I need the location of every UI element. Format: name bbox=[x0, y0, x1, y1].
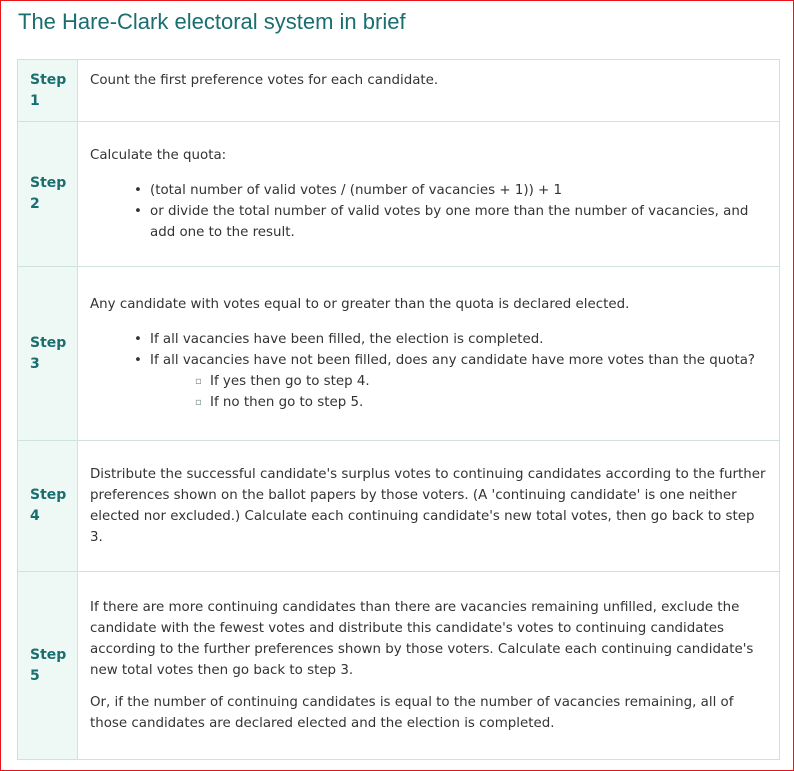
step-paragraph: Or, if the number of continuing candidates is equal to the number of vacancies remaining, all of those candidates are declared elected and the election is completed. bbox=[90, 695, 734, 731]
steps-table bbox=[17, 59, 780, 760]
bullet-icon: • bbox=[134, 353, 142, 368]
step-label-number: 5 bbox=[30, 667, 40, 684]
list-item-text: (total number of valid votes / (number of vacancies + 1)) + 1 bbox=[150, 183, 563, 198]
step-intro: Calculate the quota: bbox=[90, 148, 227, 163]
step-content-5 bbox=[78, 572, 780, 760]
hollow-square-bullet-icon: ▫ bbox=[195, 397, 202, 408]
step-bullet-list bbox=[90, 329, 767, 413]
step-paragraph: If there are more continuing candidates than there are vacancies remaining unfilled, exclude the candidate with the fewest votes and distribute this candidate's votes to continuing candidates according to the further preferences shown by those voters. Calculate each continuing candidate's new total votes then go back to step 3. bbox=[90, 600, 754, 678]
step-label-word: Step bbox=[30, 334, 67, 351]
step-content-1 bbox=[78, 60, 780, 122]
step-label-word: Step bbox=[30, 646, 67, 663]
step-text: Distribute the successful candidate's surplus votes to continuing candidates according to the further preferences shown on the ballot papers by those voters. (A 'continuing candidate' is one neither elected nor excluded.) Calculate each continuing candidate's new total votes, then go back to step 3. bbox=[90, 467, 766, 545]
step-label-4 bbox=[18, 441, 78, 572]
list-item bbox=[134, 350, 767, 413]
list-item bbox=[134, 329, 767, 350]
step-row-2 bbox=[18, 122, 780, 267]
bullet-icon: • bbox=[134, 204, 142, 219]
list-item bbox=[134, 201, 767, 243]
hollow-square-bullet-icon: ▫ bbox=[195, 376, 202, 387]
list-item-text: If all vacancies have been filled, the election is completed. bbox=[150, 332, 544, 347]
bullet-icon: • bbox=[134, 183, 142, 198]
step-row-1 bbox=[18, 60, 780, 122]
step-label-2 bbox=[18, 122, 78, 267]
step-label-number: 3 bbox=[30, 355, 40, 372]
step-label-5 bbox=[18, 572, 78, 760]
step-row-4 bbox=[18, 441, 780, 572]
step-row-5 bbox=[18, 572, 780, 760]
list-item bbox=[195, 371, 767, 392]
step-label-number: 2 bbox=[30, 196, 40, 212]
step-content-2 bbox=[78, 122, 780, 267]
list-item-text: If all vacancies have not been filled, does any candidate have more votes than the quota? bbox=[150, 353, 756, 368]
step-label-number: 1 bbox=[30, 92, 40, 109]
step-label-3 bbox=[18, 267, 78, 441]
list-item bbox=[195, 392, 767, 413]
step-label-number: 4 bbox=[30, 508, 40, 524]
step-label-1 bbox=[18, 60, 78, 122]
step-content-4 bbox=[78, 441, 780, 572]
step-text: Count the first preference votes for each candidate. bbox=[90, 73, 439, 88]
list-item bbox=[134, 180, 767, 201]
step-label-word: Step bbox=[30, 487, 67, 503]
step-intro: Any candidate with votes equal to or greater than the quota is declared elected. bbox=[90, 297, 630, 312]
list-item-text: If no then go to step 5. bbox=[210, 395, 364, 410]
list-item-text: If yes then go to step 4. bbox=[210, 374, 370, 389]
step-content-3 bbox=[78, 267, 780, 441]
list-item-text: or divide the total number of valid votes by one more than the number of vacancies, and add one to the result. bbox=[150, 204, 749, 240]
page-title: The Hare-Clark electoral system in brief bbox=[18, 9, 406, 34]
bullet-icon: • bbox=[134, 332, 142, 347]
step-label-word: Step bbox=[30, 175, 67, 191]
step-sub-bullet-list bbox=[150, 371, 767, 413]
step-label-word: Step bbox=[30, 71, 67, 88]
step-row-3 bbox=[18, 267, 780, 441]
step-bullet-list bbox=[90, 180, 767, 243]
